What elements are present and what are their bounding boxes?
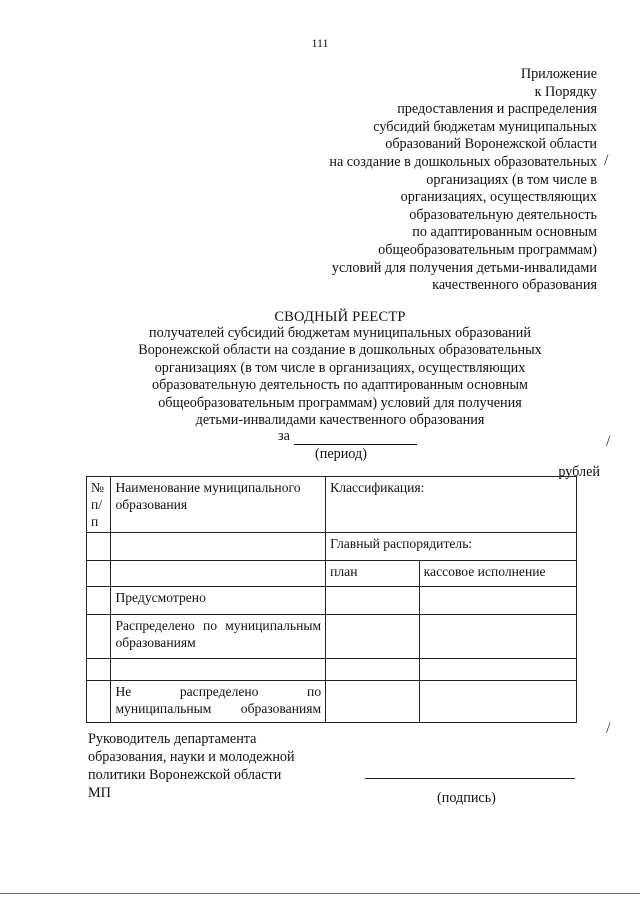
document-subtitle <box>0 325 640 429</box>
scan-mark: / <box>606 433 611 450</box>
appendix-line: организациях (в том числе в <box>426 171 597 188</box>
provided-label-cell: Предусмотрено <box>111 587 326 615</box>
table-row <box>87 533 577 561</box>
table-row <box>87 681 577 723</box>
table-cell <box>326 587 420 615</box>
table-cell <box>87 587 111 615</box>
period-field <box>278 428 417 445</box>
subtitle-line: Воронежской области на создание в дошкольных образовательных <box>138 342 542 359</box>
appendix-line: по адаптированным основным <box>412 224 597 241</box>
appendix-line: Приложение <box>520 66 597 82</box>
table-cell <box>419 681 576 723</box>
scan-mark: / <box>606 720 611 737</box>
header-number-cell: № п/п <box>87 477 111 533</box>
table-row <box>87 615 577 659</box>
subtitle-line: организациях (в том числе в организациях, осуществляющих <box>154 359 526 376</box>
appendix-line: образовательную деятельность <box>409 206 597 223</box>
signature-caption: (подпись) <box>437 790 496 806</box>
appendix-block <box>267 66 597 295</box>
table-cell <box>419 615 576 659</box>
signature-block <box>88 730 295 802</box>
cash-header-cell: кассовое исполнение <box>419 561 576 587</box>
for-label: за <box>278 428 290 444</box>
appendix-line: организациях, осуществляющих <box>400 189 597 206</box>
main-manager-cell: Главный распорядитель: <box>326 533 577 561</box>
stamp-label: МП <box>88 785 111 801</box>
table-cell <box>87 659 111 681</box>
table-cell <box>111 659 326 681</box>
appendix-line: образований Воронежской области <box>385 136 597 153</box>
classification-cell: Классификация: <box>326 477 577 533</box>
period-caption: (период) <box>315 446 367 462</box>
appendix-line: общеобразовательным программам) <box>378 241 597 258</box>
subtitle-line: детьми-инвалидами качественного образования <box>195 412 485 429</box>
table-cell <box>326 659 420 681</box>
table-cell <box>87 681 111 723</box>
currency-label: рублей <box>558 464 600 480</box>
document-title: СВОДНЫЙ РЕЕСТР <box>274 309 406 325</box>
distributed-label-cell: Распределено по муниципальным образованиям <box>111 615 326 659</box>
appendix-line: к Порядку <box>534 83 597 100</box>
appendix-line: условий для получения детьми-инвалидами <box>331 259 597 276</box>
header-name-cell: Наименование муниципального образования <box>111 477 326 533</box>
period-blank-line <box>294 430 417 445</box>
plan-header-cell: план <box>326 561 420 587</box>
appendix-line: субсидий бюджетам муниципальных <box>373 118 597 135</box>
table-cell <box>419 659 576 681</box>
subtitle-line: образовательную деятельность по адаптированным основным <box>152 377 528 394</box>
signature-line-text: образования, науки и молодежной <box>88 749 295 765</box>
signature-line-text: Руководитель департамента <box>88 731 257 747</box>
table-cell <box>87 615 111 659</box>
table-row <box>87 561 577 587</box>
signature-line-text: политики Воронежской области <box>88 767 282 783</box>
table-cell <box>111 561 326 587</box>
table-cell <box>87 533 111 561</box>
page-number: 111 <box>311 36 329 50</box>
table-cell <box>111 533 326 561</box>
page-bottom-rule <box>0 893 640 894</box>
subtitle-line: общеобразовательным программам) условий для получения <box>158 394 522 411</box>
table-cell <box>326 615 420 659</box>
subtitle-line: получателей субсидий бюджетам муниципальных образований <box>149 325 531 341</box>
table-cell <box>87 561 111 587</box>
appendix-line: качественного образования <box>432 277 597 294</box>
signature-underline <box>365 778 575 779</box>
table-row <box>87 659 577 681</box>
registry-table <box>86 476 577 723</box>
table-cell <box>326 681 420 723</box>
not-distributed-label-cell: Не распределено по муниципальным образованиям <box>111 681 326 723</box>
appendix-line: предоставления и распределения <box>397 101 597 118</box>
table-row <box>87 477 577 533</box>
appendix-line: на создание в дошкольных образовательных <box>329 153 597 170</box>
scan-mark: / <box>604 152 609 169</box>
table-cell <box>419 587 576 615</box>
table-row <box>87 587 577 615</box>
